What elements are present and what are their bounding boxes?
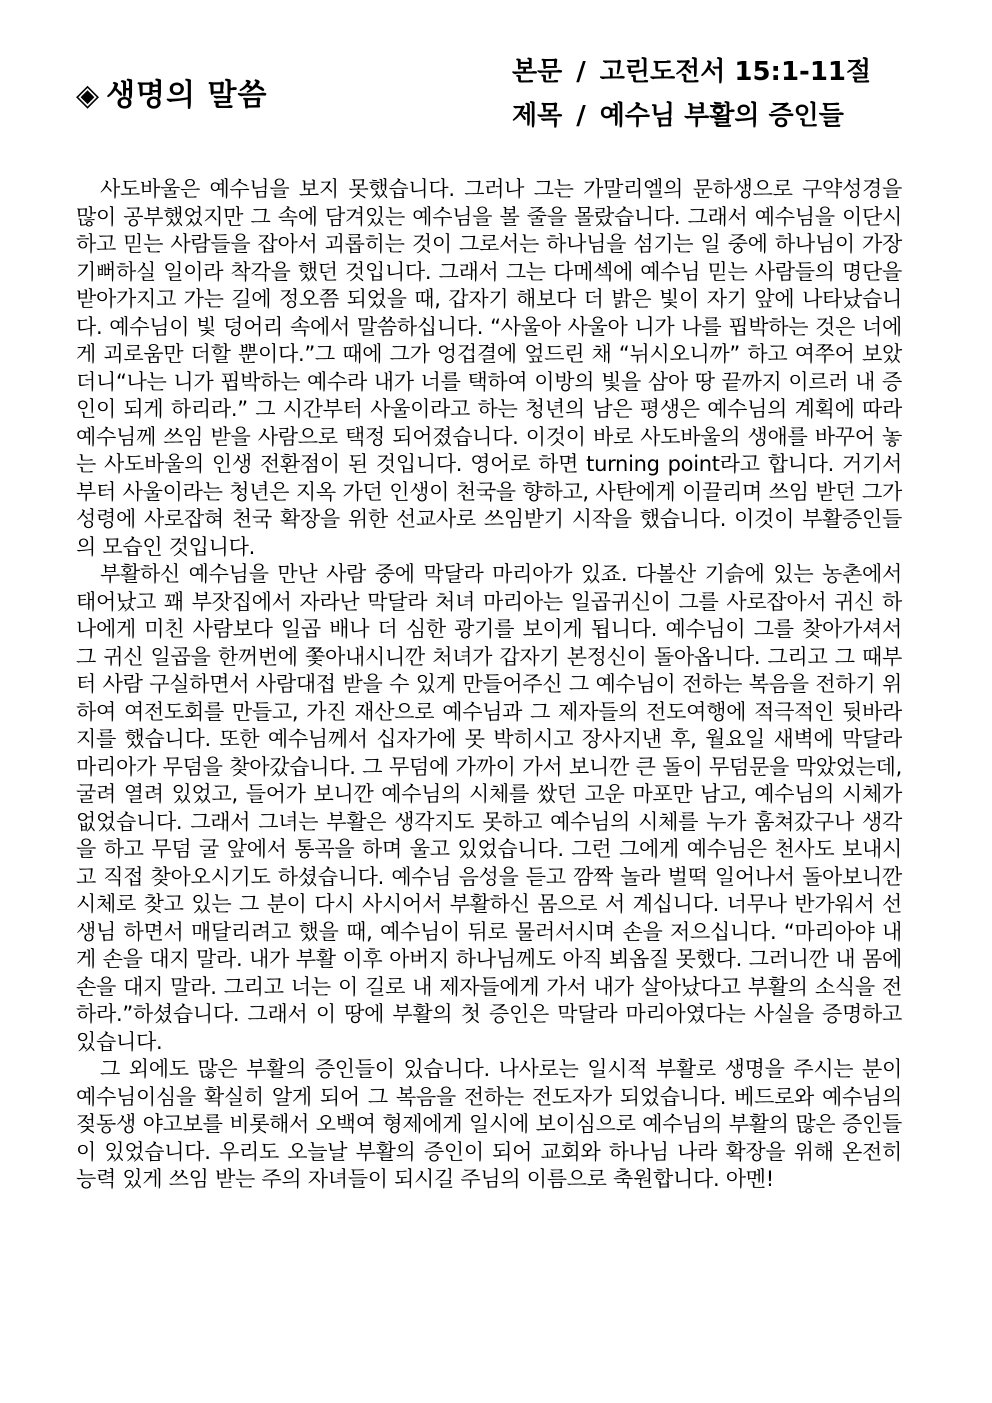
sermon-reference: [512, 50, 871, 138]
passage-separator: /: [576, 57, 586, 87]
section-title-text: 생명의 말씀: [106, 78, 268, 113]
paragraph-3: 그 외에도 많은 부활의 증인들이 있습니다. 나사로는 일시적 부활로 생명을 주시는 분이 예수님이심을 확실히 알게 되어 그 복음을 전하는 전도자가 되었습니다. 베드로와 예수님의 젖동생 야고보를 비롯해서 오백여 형제에게 일시에 보이심으로 예수님의 부활의 많은 증인들이 있었습니다. 우리도 오늘날 부활의 증인이 되어 교회와 하나님 나라 확장을 위해 온전히 능력 있게 쓰임 받는 주의 자녀들이 되시길 주님의 이름으로 축원합니다. 아멘!: [76, 1057, 902, 1191]
paragraph-1: 사도바울은 예수님을 보지 못했습니다. 그러나 그는 가말리엘의 문하생으로 구약성경을 많이 공부했었지만 그 속에 담겨있는 예수님을 볼 줄을 몰랐습니다. 그래서 예수님을 이단시하고 믿는 사람들을 잡아서 괴롭히는 것이 그로서는 하나님을 섬기는 일 중에 하나님이 가장 기뻐하실 일이라 착각을 했던 것입니다. 그래서 그는 다메섹에 예수님 믿는 사람들의 명단을 받아가지고 가는 길에 정오쯤 되었을 때, 갑자기 해보다 더 밝은 빛이 자기 앞에 나타났습니다. 예수님이 빛 덩어리 속에서 말씀하십니다. “사울아 사울아 니가 나를 핍박하는 것은 너에게 괴로움만 더할 뿐이다.”그 때에 그가 엉겁결에 엎드린 채 “뉘시오니까” 하고 여쭈어 보았더니“나는 니가 핍박하는 예수라 내가 너를 택하여 이방의 빛을 삼아 땅 끝까지 이르러 내 증인이 되게 하리라.” 그 시간부터 사울이라고 하는 청년의 남은 평생은 예수님의 계획에 따라 예수님께 쓰임 받을 사람으로 택정 되어졌습니다. 이것이 바로 사도바울의 생애를 바꾸어 놓는 사도바울의 인생 전환점이 된 것입니다. 영어로 하면 turning point라고 합니다. 거기서부터 사울이라는 청년은 지옥 가던 인생이 천국을 향하고, 사탄에게 이끌리며 쓰임 받던 그가 성령에 사로잡혀 천국 확장을 위한 선교사로 쓰임받기 시작을 했습니다. 이것이 부활증인들의 모습인 것입니다.: [76, 177, 902, 559]
subject-value: 예수님 부활의 증인들: [599, 101, 844, 131]
passage-line: [512, 50, 871, 94]
subject-label: 제목: [512, 101, 563, 131]
sermon-body: [76, 176, 902, 1194]
subject-line: [512, 94, 871, 138]
subject-separator: /: [576, 101, 586, 131]
paragraph-2: 부활하신 예수님을 만난 사람 중에 막달라 마리아가 있죠. 다볼산 기슭에 있는 농촌에서 태어났고 꽤 부잣집에서 자라난 막달라 처녀 마리아는 일곱귀신이 그를 사로잡아서 귀신 하나에게 미친 사람보다 일곱 배나 더 심한 광기를 보이게 됩니다. 예수님이 그를 찾아가셔서 그 귀신 일곱을 한꺼번에 쫓아내시니깐 처녀가 갑자기 본정신이 돌아옵니다. 그리고 그 때부터 사람 구실하면서 사람대접 받을 수 있게 만들어주신 그 예수님이 전하는 복음을 전하기 위하여 여전도회를 만들고, 가진 재산으로 예수님과 그 제자들의 전도여행에 적극적인 뒷바라지를 했습니다. 또한 예수님께서 십자가에 못 박히시고 장사지낸 후, 월요일 새벽에 막달라 마리아가 무덤을 찾아갔습니다. 그 무덤에 가까이 가서 보니깐 큰 돌이 무덤문을 막았었는데, 굴려 열려 있었고, 들어가 보니깐 예수님의 시체를 쌌던 고운 마포만 남고, 예수님의 시체가 없었습니다. 그래서 그녀는 부활은 생각지도 못하고 예수님의 시체를 누가 훔쳐갔구나 생각을 하고 무덤 굴 앞에서 통곡을 하며 울고 있었습니다. 그런 그에게 예수님은 천사도 보내시고 직접 찾아오시기도 하셨습니다. 예수님 음성을 듣고 깜짝 놀라 벌떡 일어나서 돌아보니깐 시체로 찾고 있는 그 분이 다시 사시어서 부활하신 몸으로 서 계십니다. 너무나 반가워서 선생님 하면서 매달리려고 했을 때, 예수님이 뒤로 물러서시며 손을 저으십니다. “마리아야 내게 손을 대지 말라. 내가 부활 이후 아버지 하나님께도 아직 뵈옵질 못했다. 그러니깐 내 몸에 손을 대지 말라. 그리고 너는 이 길로 내 제자들에게 가서 내가 살아났다고 부활의 소식을 전하라.”하셨습니다. 그래서 이 땅에 부활의 첫 증인은 막달라 마리아였다는 사실을 증명하고 있습니다.: [76, 562, 902, 1054]
diamond-bullet-icon: ◈: [76, 78, 101, 113]
passage-value: 고린도전서 15:1-11절: [599, 57, 872, 87]
page-header: [0, 0, 992, 150]
section-title: [76, 70, 267, 114]
passage-label: 본문: [512, 57, 563, 87]
